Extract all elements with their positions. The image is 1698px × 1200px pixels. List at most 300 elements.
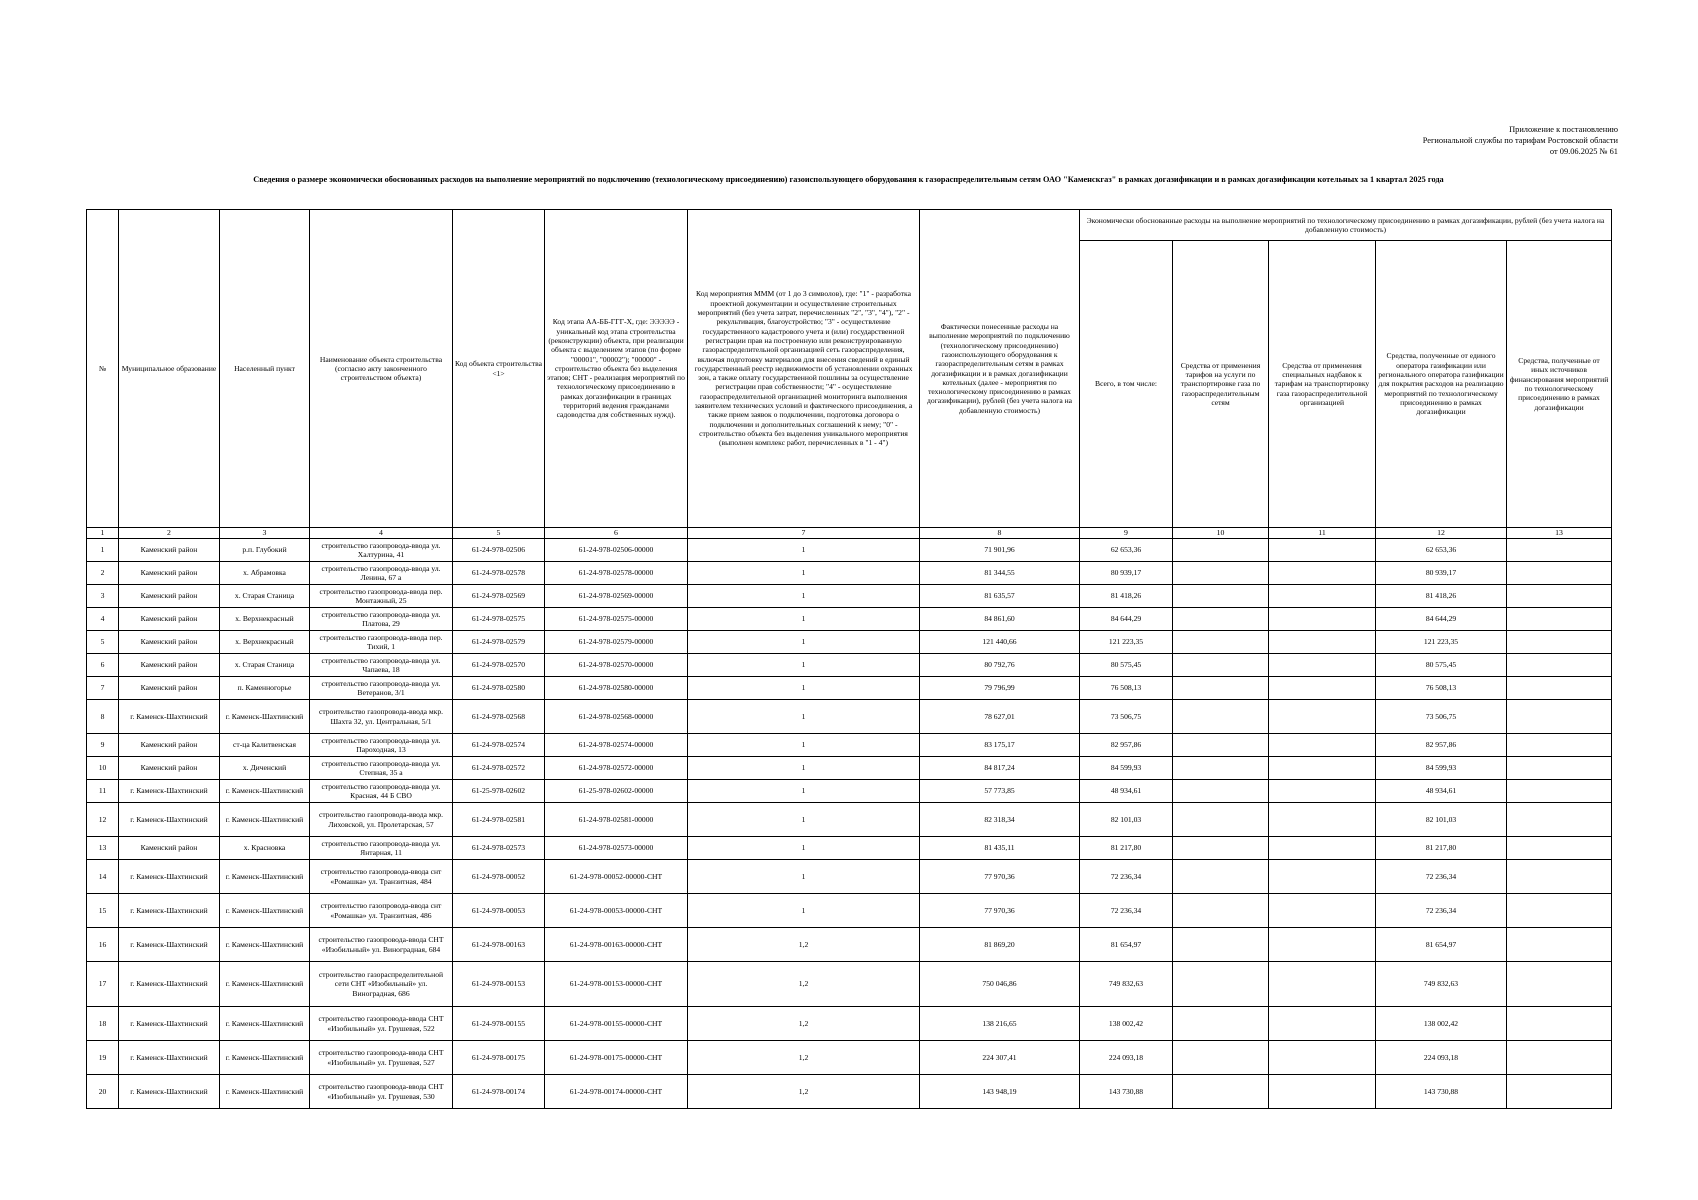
- other-sources-cell: [1507, 539, 1612, 562]
- special-markups-cell: [1269, 962, 1376, 1007]
- tariff-transport-cell: [1173, 608, 1269, 631]
- row-number-cell: 13: [87, 837, 119, 860]
- object-name-cell: строительство газопровода-ввода ул. Степная, 35 а: [310, 757, 453, 780]
- object-name-cell: строительство газопровода-ввода ул. Халтурина, 41: [310, 539, 453, 562]
- total-cell: 82 957,86: [1080, 734, 1173, 757]
- column-number: 8: [920, 528, 1080, 539]
- object-code-cell: 61-24-978-00153: [453, 962, 545, 1007]
- row-number-cell: 3: [87, 585, 119, 608]
- row-number-cell: 18: [87, 1007, 119, 1041]
- other-sources-cell: [1507, 1007, 1612, 1041]
- other-sources-cell: [1507, 803, 1612, 837]
- special-markups-cell: [1269, 677, 1376, 700]
- single-operator-cell: 138 002,42: [1376, 1007, 1507, 1041]
- municipality-cell: Каменский район: [119, 677, 220, 700]
- appendix-line-3: от 09.06.2025 № 61: [1549, 147, 1618, 156]
- column-number: 5: [453, 528, 545, 539]
- row-number-cell: 17: [87, 962, 119, 1007]
- activity-code-cell: 1,2: [688, 1041, 920, 1075]
- tariff-transport-cell: [1173, 585, 1269, 608]
- activity-code-cell: 1: [688, 700, 920, 734]
- total-cell: 84 599,93: [1080, 757, 1173, 780]
- activity-code-cell: 1: [688, 803, 920, 837]
- actual-costs-cell: 121 440,66: [920, 631, 1080, 654]
- other-sources-cell: [1507, 734, 1612, 757]
- header-no: №: [87, 210, 119, 528]
- object-name-cell: строительство газопровода-ввода ул. Красная, 44 Б СВО: [310, 780, 453, 803]
- special-markups-cell: [1269, 928, 1376, 962]
- stage-code-cell: 61-24-978-02568-00000: [545, 700, 688, 734]
- stage-code-cell: 61-24-978-00174-00000-СНТ: [545, 1075, 688, 1109]
- municipality-cell: г. Каменск-Шахтинский: [119, 928, 220, 962]
- special-markups-cell: [1269, 1075, 1376, 1109]
- row-number-cell: 19: [87, 1041, 119, 1075]
- total-cell: 72 236,34: [1080, 860, 1173, 894]
- activity-code-cell: 1,2: [688, 1007, 920, 1041]
- actual-costs-cell: 81 435,11: [920, 837, 1080, 860]
- activity-code-cell: 1: [688, 734, 920, 757]
- special-markups-cell: [1269, 631, 1376, 654]
- object-name-cell: строительство газопровода-ввода СНТ «Изобильный» ул. Грушевая, 530: [310, 1075, 453, 1109]
- table-row: [87, 1075, 1612, 1109]
- object-name-cell: строительство газопровода-ввода ул. Чапаева, 18: [310, 654, 453, 677]
- column-number: 11: [1269, 528, 1376, 539]
- header-group-economic-costs: Экономически обоснованные расходы на выполнение мероприятий по технологическому присоединению в рамках догазификации, рублей (без учета налога на добавленную стоимость): [1080, 210, 1612, 241]
- header-activity-code: Код мероприятия МММ (от 1 до 3 символов), где: "1" - разработка проектной документации и осуществление строительных мероприятий (без учета затрат, перечисленных "2", "3", "4"), "2" - рекультивация, благоустройство; "3" - осуществление государственного кадастрового учета и (или) государственной регистрации прав на построенную или реконструированную газораспределительной организацией сеть газораспределения, включая подготовку материалов для внесения сведений в единый государственный реестр недвижимости об установлении охранных зон, а также оплату государственной пошлины за осуществление регистрации прав собственности; "4" - осуществление газораспределительной организацией мониторинга выполнения заявителем технических условий и фактического присоединения, а также прием заявок о подключении, подготовка договора о подключении и дополнительных соглашений к нему; "0" - строительство объекта без выделения уникального мероприятия (выполнен комплекс работ, перечисленных в "1 - 4"): [688, 210, 920, 528]
- actual-costs-cell: 81 344,55: [920, 562, 1080, 585]
- activity-code-cell: 1,2: [688, 962, 920, 1007]
- actual-costs-cell: 80 792,76: [920, 654, 1080, 677]
- row-number-cell: 7: [87, 677, 119, 700]
- header-tariff-transport: Средства от применения тарифов на услуги по транспортировке газа по газораспределительным сетям: [1173, 241, 1269, 528]
- object-code-cell: 61-24-978-00052: [453, 860, 545, 894]
- stage-code-cell: 61-24-978-02580-00000: [545, 677, 688, 700]
- column-number: 3: [220, 528, 310, 539]
- special-markups-cell: [1269, 562, 1376, 585]
- settlement-cell: х. Абрамовка: [220, 562, 310, 585]
- tariff-transport-cell: [1173, 962, 1269, 1007]
- actual-costs-cell: 750 046,86: [920, 962, 1080, 1007]
- settlement-cell: г. Каменск-Шахтинский: [220, 894, 310, 928]
- object-name-cell: строительство газопровода-ввода пер. Тихий, 1: [310, 631, 453, 654]
- settlement-cell: ст-ца Калитвенская: [220, 734, 310, 757]
- single-operator-cell: 84 599,93: [1376, 757, 1507, 780]
- column-number: 4: [310, 528, 453, 539]
- single-operator-cell: 84 644,29: [1376, 608, 1507, 631]
- tariff-transport-cell: [1173, 562, 1269, 585]
- header-object-code: Код объекта строительства <1>: [453, 210, 545, 528]
- header-special-markups: Средства от применения специальных надбавок к тарифам на транспортировку газа газораспределительной организацией: [1269, 241, 1376, 528]
- object-code-cell: 61-24-978-02575: [453, 608, 545, 631]
- stage-code-cell: 61-24-978-00175-00000-СНТ: [545, 1041, 688, 1075]
- object-name-cell: строительство газопровода-ввода СНТ «Изобильный» ул. Грушевая, 527: [310, 1041, 453, 1075]
- single-operator-cell: 82 957,86: [1376, 734, 1507, 757]
- stage-code-cell: 61-24-978-00052-00000-СНТ: [545, 860, 688, 894]
- object-code-cell: 61-24-978-02569: [453, 585, 545, 608]
- single-operator-cell: 73 506,75: [1376, 700, 1507, 734]
- activity-code-cell: 1,2: [688, 928, 920, 962]
- table-row: [87, 860, 1612, 894]
- municipality-cell: г. Каменск-Шахтинский: [119, 1041, 220, 1075]
- other-sources-cell: [1507, 928, 1612, 962]
- municipality-cell: Каменский район: [119, 757, 220, 780]
- special-markups-cell: [1269, 654, 1376, 677]
- total-cell: 62 653,36: [1080, 539, 1173, 562]
- special-markups-cell: [1269, 894, 1376, 928]
- total-cell: 82 101,03: [1080, 803, 1173, 837]
- activity-code-cell: 1: [688, 894, 920, 928]
- actual-costs-cell: 81 635,57: [920, 585, 1080, 608]
- settlement-cell: г. Каменск-Шахтинский: [220, 780, 310, 803]
- actual-costs-cell: 224 307,41: [920, 1041, 1080, 1075]
- single-operator-cell: 749 832,63: [1376, 962, 1507, 1007]
- municipality-cell: г. Каменск-Шахтинский: [119, 780, 220, 803]
- other-sources-cell: [1507, 654, 1612, 677]
- other-sources-cell: [1507, 585, 1612, 608]
- other-sources-cell: [1507, 757, 1612, 780]
- stage-code-cell: 61-24-978-00053-00000-СНТ: [545, 894, 688, 928]
- table-row: [87, 757, 1612, 780]
- row-number-cell: 14: [87, 860, 119, 894]
- object-name-cell: строительство газопровода-ввода ул. Ветеранов, 3/1: [310, 677, 453, 700]
- object-code-cell: 61-24-978-02570: [453, 654, 545, 677]
- other-sources-cell: [1507, 1041, 1612, 1075]
- other-sources-cell: [1507, 1075, 1612, 1109]
- other-sources-cell: [1507, 837, 1612, 860]
- appendix-note: [1218, 124, 1618, 157]
- row-number-cell: 6: [87, 654, 119, 677]
- table-row: [87, 677, 1612, 700]
- activity-code-cell: 1: [688, 677, 920, 700]
- object-code-cell: 61-24-978-02578: [453, 562, 545, 585]
- table-body: [87, 539, 1612, 1109]
- object-code-cell: 61-25-978-02602: [453, 780, 545, 803]
- tariff-transport-cell: [1173, 894, 1269, 928]
- municipality-cell: Каменский район: [119, 837, 220, 860]
- tariff-transport-cell: [1173, 631, 1269, 654]
- header-object-name: Наименование объекта строительства (согласно акту законченного строительством объекта): [310, 210, 453, 528]
- single-operator-cell: 81 654,97: [1376, 928, 1507, 962]
- settlement-cell: х. Старая Станица: [220, 585, 310, 608]
- special-markups-cell: [1269, 837, 1376, 860]
- table-row: [87, 608, 1612, 631]
- table-row: [87, 631, 1612, 654]
- row-number-cell: 11: [87, 780, 119, 803]
- column-number: 9: [1080, 528, 1173, 539]
- special-markups-cell: [1269, 1007, 1376, 1041]
- object-code-cell: 61-24-978-02573: [453, 837, 545, 860]
- object-code-cell: 61-24-978-02581: [453, 803, 545, 837]
- tariff-transport-cell: [1173, 860, 1269, 894]
- activity-code-cell: 1: [688, 562, 920, 585]
- object-name-cell: строительство газопровода-ввода ул. Пароходная, 13: [310, 734, 453, 757]
- other-sources-cell: [1507, 700, 1612, 734]
- tariff-transport-cell: [1173, 1041, 1269, 1075]
- municipality-cell: Каменский район: [119, 562, 220, 585]
- tariff-transport-cell: [1173, 1075, 1269, 1109]
- actual-costs-cell: 83 175,17: [920, 734, 1080, 757]
- other-sources-cell: [1507, 631, 1612, 654]
- municipality-cell: Каменский район: [119, 654, 220, 677]
- stage-code-cell: 61-24-978-02581-00000: [545, 803, 688, 837]
- actual-costs-cell: 82 318,34: [920, 803, 1080, 837]
- column-number: 7: [688, 528, 920, 539]
- settlement-cell: р.п. Глубокий: [220, 539, 310, 562]
- settlement-cell: х. Верхнекрасный: [220, 631, 310, 654]
- header-total: Всего, в том числе:: [1080, 241, 1173, 528]
- object-code-cell: 61-24-978-02572: [453, 757, 545, 780]
- row-number-cell: 15: [87, 894, 119, 928]
- settlement-cell: г. Каменск-Шахтинский: [220, 700, 310, 734]
- single-operator-cell: 76 508,13: [1376, 677, 1507, 700]
- actual-costs-cell: 79 796,99: [920, 677, 1080, 700]
- actual-costs-cell: 57 773,85: [920, 780, 1080, 803]
- row-number-cell: 9: [87, 734, 119, 757]
- stage-code-cell: 61-24-978-02578-00000: [545, 562, 688, 585]
- object-code-cell: 61-24-978-02579: [453, 631, 545, 654]
- single-operator-cell: 72 236,34: [1376, 894, 1507, 928]
- header-settlement: Населенный пункт: [220, 210, 310, 528]
- object-code-cell: 61-24-978-02574: [453, 734, 545, 757]
- object-name-cell: строительство газопровода-ввода пер. Монтажный, 25: [310, 585, 453, 608]
- object-code-cell: 61-24-978-00175: [453, 1041, 545, 1075]
- tariff-transport-cell: [1173, 677, 1269, 700]
- actual-costs-cell: 143 948,19: [920, 1075, 1080, 1109]
- header-actual-costs: Фактически понесенные расходы на выполнение мероприятий по подключению (технологическому присоединению) газоиспользующего оборудования к газораспределительным сетям в рамках догазификации и в рамках догазификации котельных (далее - мероприятия по технологическому присоединению в рамках догазификации), рублей (без учета налога на добавленную стоимость): [920, 210, 1080, 528]
- table-row: [87, 837, 1612, 860]
- row-number-cell: 5: [87, 631, 119, 654]
- special-markups-cell: [1269, 803, 1376, 837]
- table-row: [87, 700, 1612, 734]
- stage-code-cell: 61-24-978-02572-00000: [545, 757, 688, 780]
- total-cell: 72 236,34: [1080, 894, 1173, 928]
- stage-code-cell: 61-24-978-02569-00000: [545, 585, 688, 608]
- actual-costs-cell: 84 817,24: [920, 757, 1080, 780]
- row-number-cell: 4: [87, 608, 119, 631]
- single-operator-cell: 72 236,34: [1376, 860, 1507, 894]
- other-sources-cell: [1507, 677, 1612, 700]
- activity-code-cell: 1,2: [688, 1075, 920, 1109]
- settlement-cell: х. Диченский: [220, 757, 310, 780]
- municipality-cell: г. Каменск-Шахтинский: [119, 1007, 220, 1041]
- column-number: 6: [545, 528, 688, 539]
- single-operator-cell: 143 730,88: [1376, 1075, 1507, 1109]
- activity-code-cell: 1: [688, 631, 920, 654]
- column-number: 2: [119, 528, 220, 539]
- activity-code-cell: 1: [688, 539, 920, 562]
- total-cell: 81 217,80: [1080, 837, 1173, 860]
- row-number-cell: 16: [87, 928, 119, 962]
- special-markups-cell: [1269, 757, 1376, 780]
- total-cell: 80 575,45: [1080, 654, 1173, 677]
- appendix-line-2: Региональной службы по тарифам Ростовской области: [1422, 136, 1618, 145]
- table-row: [87, 894, 1612, 928]
- municipality-cell: Каменский район: [119, 539, 220, 562]
- table-row: [87, 803, 1612, 837]
- tariff-transport-cell: [1173, 780, 1269, 803]
- object-name-cell: строительство газопровода-ввода СНТ «Изобильный» ул. Грушевая, 522: [310, 1007, 453, 1041]
- other-sources-cell: [1507, 562, 1612, 585]
- activity-code-cell: 1: [688, 757, 920, 780]
- other-sources-cell: [1507, 894, 1612, 928]
- other-sources-cell: [1507, 780, 1612, 803]
- header-municipality: Муниципальное образование: [119, 210, 220, 528]
- table-row: [87, 928, 1612, 962]
- column-number-row: [87, 528, 1612, 539]
- settlement-cell: х. Верхнекрасный: [220, 608, 310, 631]
- stage-code-cell: 61-24-978-00163-00000-СНТ: [545, 928, 688, 962]
- municipality-cell: Каменский район: [119, 585, 220, 608]
- total-cell: 749 832,63: [1080, 962, 1173, 1007]
- municipality-cell: г. Каменск-Шахтинский: [119, 894, 220, 928]
- actual-costs-cell: 78 627,01: [920, 700, 1080, 734]
- header-stage-code: Код этапа АА-ББ-ГГГ-Х, где: ЭЭЭЭЭ - уникальный код этапа строительства (реконструкции) объекта, при реализации объекта с выделением этапов (по форме "00001", "00002"); "00000" - строительство объекта без выделения этапов; СНТ - реализация мероприятий по технологическому присоединению в рамках догазификации в границах территорий ведения гражданами садоводства для собственных нужд).: [545, 210, 688, 528]
- stage-code-cell: 61-24-978-00155-00000-СНТ: [545, 1007, 688, 1041]
- settlement-cell: г. Каменск-Шахтинский: [220, 1007, 310, 1041]
- single-operator-cell: 82 101,03: [1376, 803, 1507, 837]
- object-code-cell: 61-24-978-00163: [453, 928, 545, 962]
- document-title: Сведения о размере экономически обоснованных расходов на выполнение мероприятий по подключению (технологическому присоединению) газоиспользующего оборудования к газораспределительным сетям ОАО "Каменскгаз" в рамках догазификации и в рамках догазификации котельных за 1 квартал 2025 года: [253, 175, 1444, 184]
- total-cell: 81 654,97: [1080, 928, 1173, 962]
- table-row: [87, 1041, 1612, 1075]
- object-code-cell: 61-24-978-02580: [453, 677, 545, 700]
- actual-costs-cell: 84 861,60: [920, 608, 1080, 631]
- municipality-cell: Каменский район: [119, 608, 220, 631]
- settlement-cell: г. Каменск-Шахтинский: [220, 803, 310, 837]
- special-markups-cell: [1269, 539, 1376, 562]
- tariff-transport-cell: [1173, 803, 1269, 837]
- total-cell: 80 939,17: [1080, 562, 1173, 585]
- header-other-sources: Средства, полученные от иных источников финансирования мероприятий по технологическому присоединению в рамках догазификации: [1507, 241, 1612, 528]
- municipality-cell: г. Каменск-Шахтинский: [119, 860, 220, 894]
- total-cell: 81 418,26: [1080, 585, 1173, 608]
- activity-code-cell: 1: [688, 654, 920, 677]
- settlement-cell: х. Красновка: [220, 837, 310, 860]
- table-row: [87, 562, 1612, 585]
- stage-code-cell: 61-24-978-02574-00000: [545, 734, 688, 757]
- costs-table: [86, 209, 1612, 1109]
- row-number-cell: 8: [87, 700, 119, 734]
- object-code-cell: 61-24-978-00174: [453, 1075, 545, 1109]
- special-markups-cell: [1269, 860, 1376, 894]
- stage-code-cell: 61-25-978-02602-00000: [545, 780, 688, 803]
- column-number: 10: [1173, 528, 1269, 539]
- tariff-transport-cell: [1173, 654, 1269, 677]
- total-cell: 48 934,61: [1080, 780, 1173, 803]
- object-name-cell: строительство газораспределительной сети СНТ «Изобильный» ул. Виноградная, 686: [310, 962, 453, 1007]
- single-operator-cell: 121 223,35: [1376, 631, 1507, 654]
- single-operator-cell: 81 217,80: [1376, 837, 1507, 860]
- row-number-cell: 2: [87, 562, 119, 585]
- tariff-transport-cell: [1173, 539, 1269, 562]
- activity-code-cell: 1: [688, 585, 920, 608]
- activity-code-cell: 1: [688, 837, 920, 860]
- total-cell: 121 223,35: [1080, 631, 1173, 654]
- settlement-cell: г. Каменск-Шахтинский: [220, 1041, 310, 1075]
- stage-code-cell: 61-24-978-02575-00000: [545, 608, 688, 631]
- total-cell: 143 730,88: [1080, 1075, 1173, 1109]
- special-markups-cell: [1269, 780, 1376, 803]
- municipality-cell: г. Каменск-Шахтинский: [119, 1075, 220, 1109]
- table-row: [87, 1007, 1612, 1041]
- row-number-cell: 1: [87, 539, 119, 562]
- table-row: [87, 654, 1612, 677]
- stage-code-cell: 61-24-978-00153-00000-СНТ: [545, 962, 688, 1007]
- column-number: 12: [1376, 528, 1507, 539]
- object-name-cell: строительство газопровода-ввода мкр. Шахта 32, ул. Центральная, 5/1: [310, 700, 453, 734]
- actual-costs-cell: 81 869,20: [920, 928, 1080, 962]
- settlement-cell: г. Каменск-Шахтинский: [220, 1075, 310, 1109]
- actual-costs-cell: 77 970,36: [920, 860, 1080, 894]
- special-markups-cell: [1269, 734, 1376, 757]
- appendix-line-1: Приложение к постановлению: [1509, 125, 1618, 134]
- stage-code-cell: 61-24-978-02570-00000: [545, 654, 688, 677]
- municipality-cell: Каменский район: [119, 631, 220, 654]
- single-operator-cell: 81 418,26: [1376, 585, 1507, 608]
- activity-code-cell: 1: [688, 780, 920, 803]
- actual-costs-cell: 138 216,65: [920, 1007, 1080, 1041]
- object-name-cell: строительство газопровода-ввода СНТ «Изобильный» ул. Виноградная, 684: [310, 928, 453, 962]
- table-row: [87, 962, 1612, 1007]
- settlement-cell: г. Каменск-Шахтинский: [220, 928, 310, 962]
- single-operator-cell: 48 934,61: [1376, 780, 1507, 803]
- single-operator-cell: 80 575,45: [1376, 654, 1507, 677]
- other-sources-cell: [1507, 860, 1612, 894]
- actual-costs-cell: 77 970,36: [920, 894, 1080, 928]
- total-cell: 224 093,18: [1080, 1041, 1173, 1075]
- header-single-operator: Средства, полученные от единого оператора газификации или регионального оператора газификации для покрытия расходов на реализацию мероприятий по технологическому присоединению в рамках догазификации: [1376, 241, 1507, 528]
- tariff-transport-cell: [1173, 757, 1269, 780]
- activity-code-cell: 1: [688, 608, 920, 631]
- object-name-cell: строительство газопровода-ввода мкр. Лиховской, ул. Пролетарская, 57: [310, 803, 453, 837]
- stage-code-cell: 61-24-978-02506-00000: [545, 539, 688, 562]
- stage-code-cell: 61-24-978-02573-00000: [545, 837, 688, 860]
- object-name-cell: строительство газопровода-ввода снт «Ромашка» ул. Транзитная, 484: [310, 860, 453, 894]
- table-row: [87, 585, 1612, 608]
- single-operator-cell: 62 653,36: [1376, 539, 1507, 562]
- total-cell: 73 506,75: [1080, 700, 1173, 734]
- total-cell: 84 644,29: [1080, 608, 1173, 631]
- special-markups-cell: [1269, 585, 1376, 608]
- other-sources-cell: [1507, 962, 1612, 1007]
- settlement-cell: п. Каменногорье: [220, 677, 310, 700]
- object-name-cell: строительство газопровода-ввода ул. Ленина, 67 а: [310, 562, 453, 585]
- single-operator-cell: 80 939,17: [1376, 562, 1507, 585]
- municipality-cell: г. Каменск-Шахтинский: [119, 962, 220, 1007]
- tariff-transport-cell: [1173, 928, 1269, 962]
- stage-code-cell: 61-24-978-02579-00000: [545, 631, 688, 654]
- settlement-cell: г. Каменск-Шахтинский: [220, 860, 310, 894]
- activity-code-cell: 1: [688, 860, 920, 894]
- municipality-cell: г. Каменск-Шахтинский: [119, 700, 220, 734]
- object-code-cell: 61-24-978-02568: [453, 700, 545, 734]
- table-row: [87, 539, 1612, 562]
- object-code-cell: 61-24-978-02506: [453, 539, 545, 562]
- total-cell: 138 002,42: [1080, 1007, 1173, 1041]
- tariff-transport-cell: [1173, 1007, 1269, 1041]
- municipality-cell: г. Каменск-Шахтинский: [119, 803, 220, 837]
- municipality-cell: Каменский район: [119, 734, 220, 757]
- object-name-cell: строительство газопровода-ввода снт «Ромашка» ул. Транзитная, 486: [310, 894, 453, 928]
- other-sources-cell: [1507, 608, 1612, 631]
- row-number-cell: 20: [87, 1075, 119, 1109]
- object-code-cell: 61-24-978-00155: [453, 1007, 545, 1041]
- object-name-cell: строительство газопровода-ввода ул. Платова, 29: [310, 608, 453, 631]
- tariff-transport-cell: [1173, 734, 1269, 757]
- special-markups-cell: [1269, 1041, 1376, 1075]
- tariff-transport-cell: [1173, 700, 1269, 734]
- row-number-cell: 10: [87, 757, 119, 780]
